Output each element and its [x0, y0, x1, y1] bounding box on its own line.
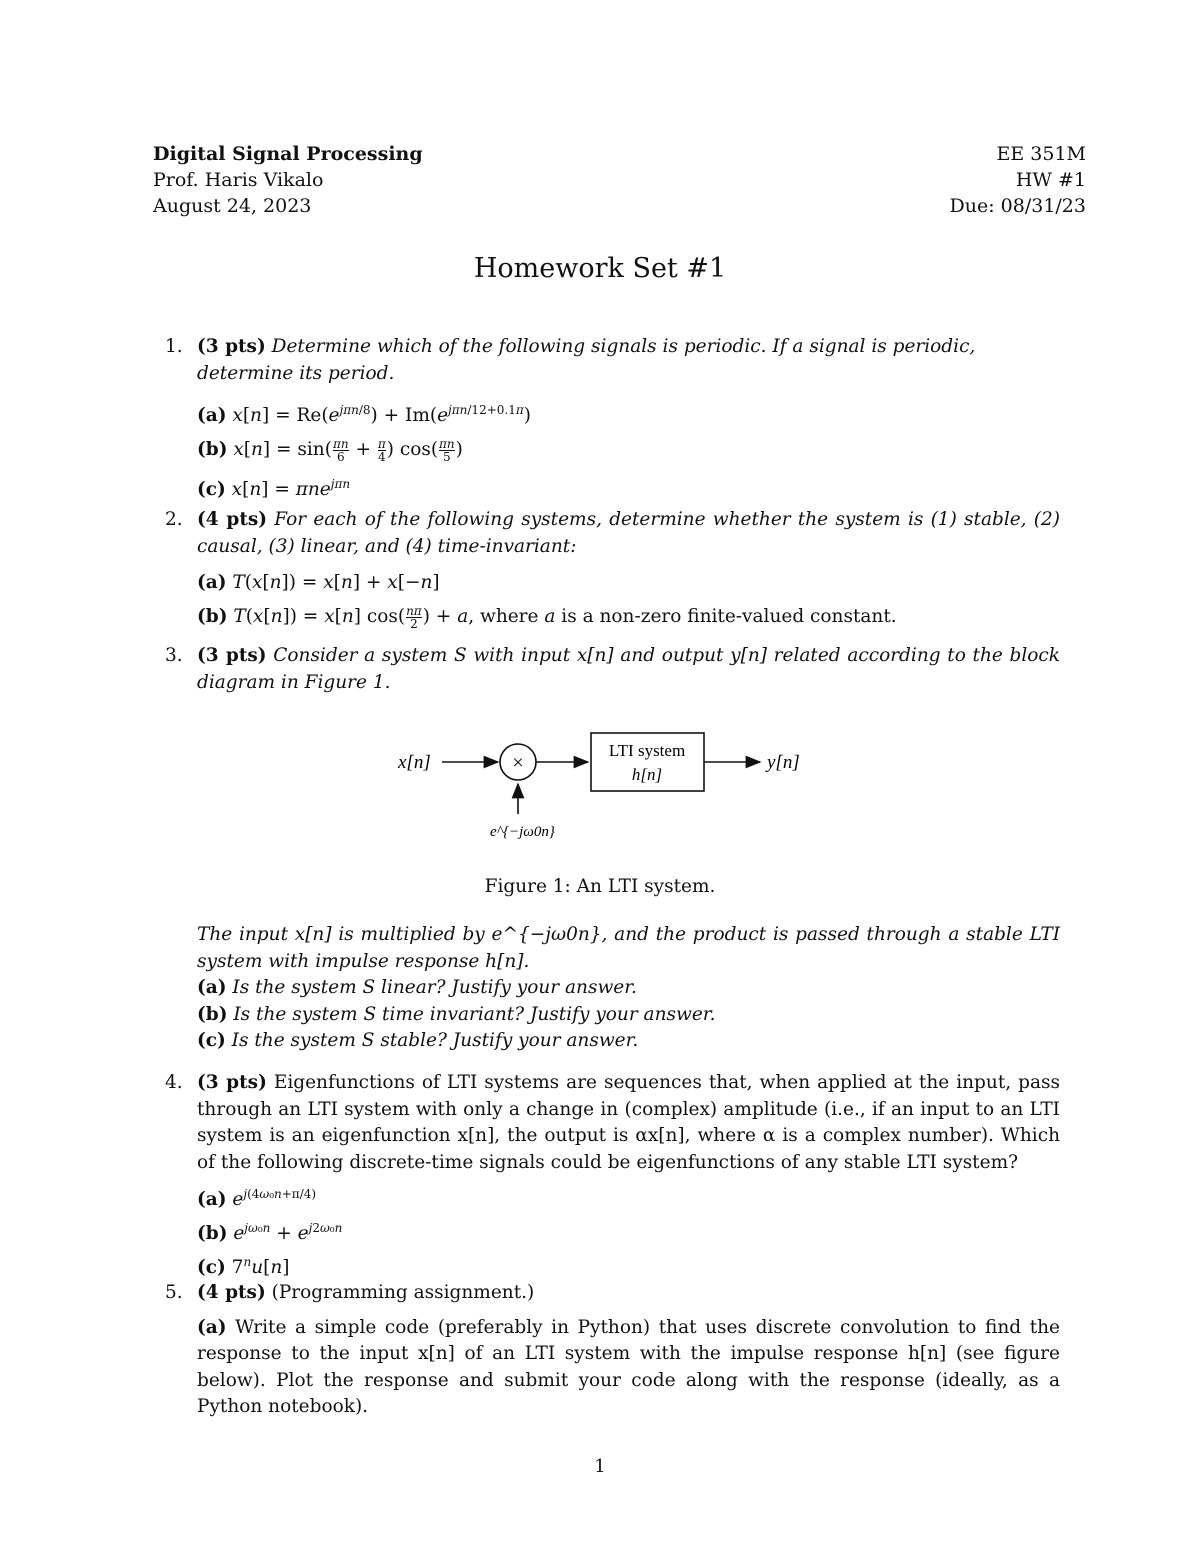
problem-parts	[197, 1180, 1060, 1282]
problem-parts	[197, 393, 1060, 507]
block-diagram	[390, 730, 810, 850]
input-label: x[n]	[398, 752, 431, 773]
part-a: (a) $e^{j(4\omega_0n+\pi/4)}$	[197, 1187, 317, 1211]
page-number: 1	[594, 1456, 606, 1477]
problem-4	[167, 1070, 1060, 1282]
part-c: (c) 7$^n$u[n]	[197, 1255, 290, 1279]
page-title: Homework Set #1	[473, 253, 727, 284]
problem-3-continued	[167, 922, 1060, 1055]
problem-text: Determine which of the following signals is periodic. If a signal is periodic, determine its period.	[197, 336, 976, 384]
problem-text: Eigenfunctions of LTI systems are sequences that, when applied at the input, pass through an LTI system with only a change in (complex) amplitude (i.e., if an input to an LTI system is an eigenfunction x[n], the output is αx[n], where α is a complex number). Which of the following discrete-time signals could be eigenfunctions of any stable LTI system?	[197, 1072, 1060, 1173]
output-label: y[n]	[767, 752, 800, 773]
part-expr: $e^{j(4\omega_0n+\pi/4)}$	[232, 1187, 317, 1211]
problem-points: (3 pts)	[197, 645, 267, 666]
problem-text: The input x[n] is multiplied by e^{−jω0n}, and the product is passed through a stable LTI system with impulse response h[n].	[197, 924, 1060, 972]
problem-number: 1.	[165, 336, 183, 357]
impulse-response-label: h[n]	[631, 765, 663, 784]
problem-parts	[197, 1315, 1060, 1421]
lti-system-label: LTI system	[608, 741, 686, 760]
hw-number: HW #1	[1015, 169, 1086, 191]
professor-name: Prof. Haris Vikalo	[153, 169, 324, 191]
due-date: Due: 08/31/23	[949, 195, 1086, 217]
problem-parts	[197, 975, 1060, 1055]
problem-3	[167, 643, 1060, 696]
part-expr: T(x[n]) = x[n] cos( $\frac{n\pi}{2}$ ) + a, where a is a non-zero finite-valued constant.	[233, 603, 897, 631]
problem-5	[167, 1280, 1060, 1421]
problem-number: 3.	[165, 645, 183, 666]
problem-points: (4 pts)	[197, 1282, 266, 1303]
part-a: (a) T(x[n]) = x[n] + x[−n]	[197, 572, 440, 593]
part-text: Is the system S time invariant? Justify your answer.	[233, 1003, 716, 1025]
course-title: Digital Signal Processing	[153, 143, 423, 165]
issue-date: August 24, 2023	[153, 195, 312, 217]
part-expr: $x[n] = Re(e^{j\pi n/8}) + Im(e^{j\pi n/12+0.1\pi})$	[232, 403, 531, 427]
problem-text: Consider a system S with input x[n] and output y[n] related according to the block diagram in Figure 1.	[197, 645, 1060, 693]
modulator-label: e^{−jω0n}	[490, 824, 555, 840]
part-b: (b) T(x[n]) = x[n] cos( $\frac{n\pi}{2}$ ) + a, where a is a non-zero finite-valued constant.	[197, 603, 897, 631]
problem-points: (3 pts)	[197, 336, 266, 357]
problem-points: (3 pts)	[197, 1072, 267, 1093]
part-a: (a) $x[n] = Re(e^{j\pi n/8}) + Im(e^{j\pi n/12+0.1\pi})$	[197, 403, 531, 427]
problem-parts	[197, 566, 1060, 634]
part-c: (c) Is the system S stable? Justify your answer.	[197, 1030, 639, 1051]
part-expr: $e^{j\omega_0n} + e^{j2\omega_0n}$	[233, 1221, 343, 1245]
problem-text: (Programming assignment.)	[271, 1282, 535, 1303]
part-text: Write a simple code (preferably in Python) that uses discrete convolution to find the response to the input x[n] of an LTI system with the impulse response h[n] (see figure below). Plot the response and submit your code along with the response (ideally, as a Python notebook).	[197, 1316, 1060, 1417]
part-text: Is the system S linear? Justify your answer.	[232, 977, 637, 998]
problem-number: 4.	[165, 1072, 183, 1093]
part-b: (b) Is the system S time invariant? Justify your answer.	[197, 1003, 716, 1025]
figure-caption: Figure 1: An LTI system.	[484, 876, 716, 897]
problem-2	[167, 507, 1060, 634]
course-code: EE 351M	[996, 143, 1086, 165]
part-text: Is the system S stable? Justify your answer.	[231, 1030, 639, 1051]
header-left	[153, 141, 423, 219]
part-b: (b) x[n] = sin( $\frac{\pi n}{6}$ + $\frac{\pi}{4}$ ) cos( $\frac{\pi n}{5}$ )	[197, 436, 463, 464]
problem-text: For each of the following systems, determine whether the system is (1) stable, (2) causal, (3) linear, and (4) time-invariant:	[197, 509, 1060, 557]
part-c: (c) x[n] = πne$^{j\pi n}$	[197, 477, 351, 501]
problem-points: (4 pts)	[197, 509, 268, 530]
part-expr: T(x[n]) = x[n] + x[−n]	[232, 572, 440, 593]
header-right	[950, 141, 1087, 219]
part-expr: x[n] = πne$^{j\pi n}$	[231, 477, 351, 501]
part-b: (b) $e^{j\omega_0n} + e^{j2\omega_0n}$	[197, 1221, 343, 1245]
problem-number: 5.	[165, 1282, 183, 1303]
multiply-symbol: ×	[512, 752, 524, 774]
part-label: (a)	[197, 1316, 227, 1338]
part-expr: 7$^n$u[n]	[231, 1255, 290, 1279]
problem-number: 2.	[165, 509, 183, 530]
part-expr: x[n] = sin( $\frac{\pi n}{6}$ + $\frac{\pi}{4}$ ) cos( $\frac{\pi n}{5}$ )	[233, 436, 463, 464]
part-a: (a) Is the system S linear? Justify your answer.	[197, 977, 637, 998]
problem-1	[167, 334, 1060, 507]
